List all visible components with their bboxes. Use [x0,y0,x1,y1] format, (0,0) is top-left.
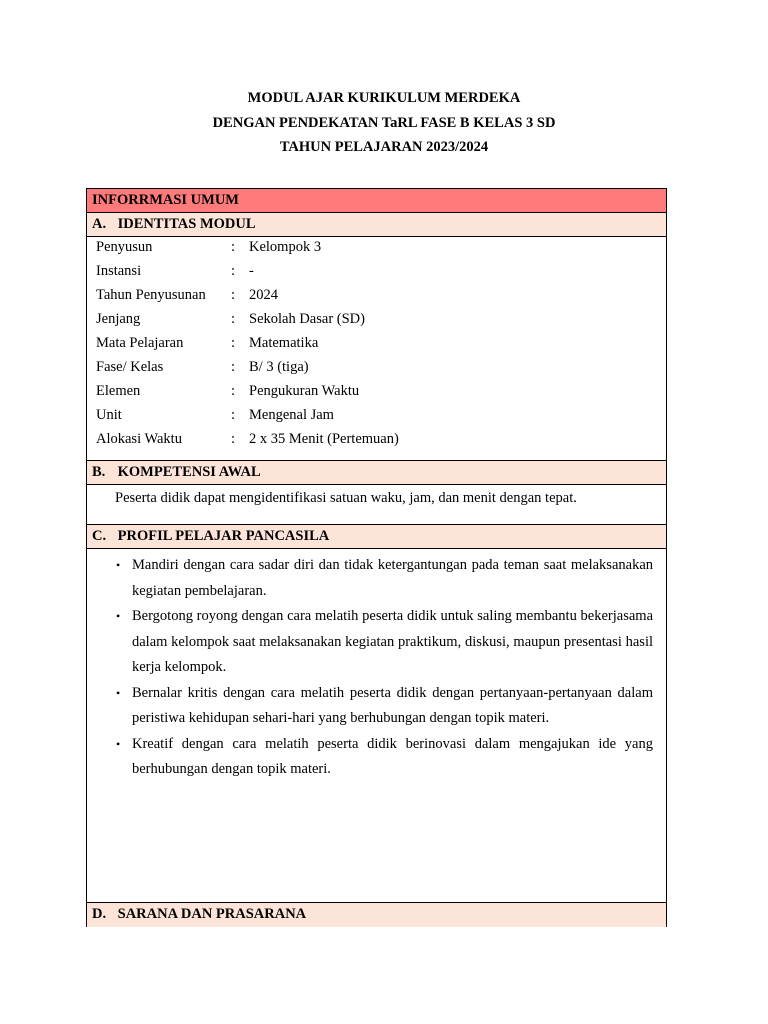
section-b-letter: B. [92,464,106,480]
bullet-icon: • [116,609,121,623]
section-a-title: IDENTITAS MODUL [117,216,256,232]
row-separator: : [231,335,236,351]
section-c-header [87,525,666,549]
info-header-label: INFORRMASI UMUM [92,192,239,208]
row-value: B/ 3 (tiga) [249,359,309,375]
row-key: Penyusun [96,239,153,255]
section-a-header [87,213,666,237]
info-header [87,189,666,213]
row-key: Instansi [96,263,142,279]
list-item-text: Mandiri dengan cara sadar diri dan tidak ketergantungan pada teman saat melaksanakan kegiatan pembelajaran. [132,557,653,599]
bullet-icon: • [116,558,121,572]
row-separator: : [231,311,236,327]
row-value: Matematika [249,335,319,351]
section-d-header [87,903,666,927]
row-key: Alokasi Waktu [96,431,182,447]
document-title [0,86,768,160]
row-key: Elemen [96,383,141,399]
row-value: 2024 [249,287,278,303]
section-a-letter: A. [92,216,107,232]
title-line-2: DENGAN PENDEKATAN TaRL FASE B KELAS 3 SD [212,114,556,131]
list-item [87,604,668,681]
row-separator: : [231,431,236,447]
section-c-letter: C. [92,528,107,544]
list-item-text: Bergotong royong dengan cara melatih peserta didik untuk saling membantu bekerjasama dalam kelompok saat melaksanakan kegiatan praktikum, diskusi, maupun presentasi hasil kerja kelompok. [132,608,653,675]
row-key: Unit [96,407,122,423]
row-separator: : [231,407,236,423]
section-c-title: PROFIL PELAJAR PANCASILA [117,528,330,544]
list-item-text: Bernalar kritis dengan cara melatih peserta didik dengan pertanyaan-pertanyaan dalam peristiwa kehidupan sehari-hari yang berhubungan dengan topik materi. [132,684,653,726]
row-value: 2 x 35 Menit (Pertemuan) [249,431,399,447]
row-separator: : [231,359,236,375]
row-value: Mengenal Jam [249,407,334,423]
row-separator: : [231,287,236,303]
section-d-letter: D. [92,906,107,922]
row-separator: : [231,263,236,279]
section-b-header [87,461,666,485]
row-value: Sekolah Dasar (SD) [249,311,365,327]
row-value: Kelompok 3 [249,239,322,255]
list-item-text: Kreatif dengan cara melatih peserta didik berinovasi dalam mengajukan ide yang berhubungan dengan topik materi. [132,735,653,777]
list-item [87,553,668,604]
row-key: Tahun Penyusunan [96,287,206,303]
row-key: Fase/ Kelas [96,359,164,375]
list-item [87,732,668,783]
list-item [87,681,668,732]
row-key: Mata Pelajaran [96,335,184,351]
row-value: - [249,263,254,279]
title-line-3: TAHUN PELAJARAN 2023/2024 [279,139,489,155]
title-line-1: MODUL AJAR KURIKULUM MERDEKA [247,90,521,106]
profil-list [87,553,668,783]
info-table [86,188,667,927]
row-value: Pengukuran Waktu [249,383,360,399]
bullet-icon: • [116,736,121,751]
kompetensi-awal-text: Peserta didik dapat mengidentifikasi satuan waku, jam, dan menit dengan tepat. [115,490,577,506]
identitas-modul-list [87,237,666,461]
bullet-icon: • [116,685,121,700]
profil-pelajar-body [87,549,666,903]
row-separator: : [231,239,236,255]
row-separator: : [231,383,236,399]
section-d-title: SARANA DAN PRASARANA [117,906,307,922]
section-b-title: KOMPETENSI AWAL [117,464,261,480]
kompetensi-awal-body [87,485,666,525]
row-key: Jenjang [96,311,141,327]
